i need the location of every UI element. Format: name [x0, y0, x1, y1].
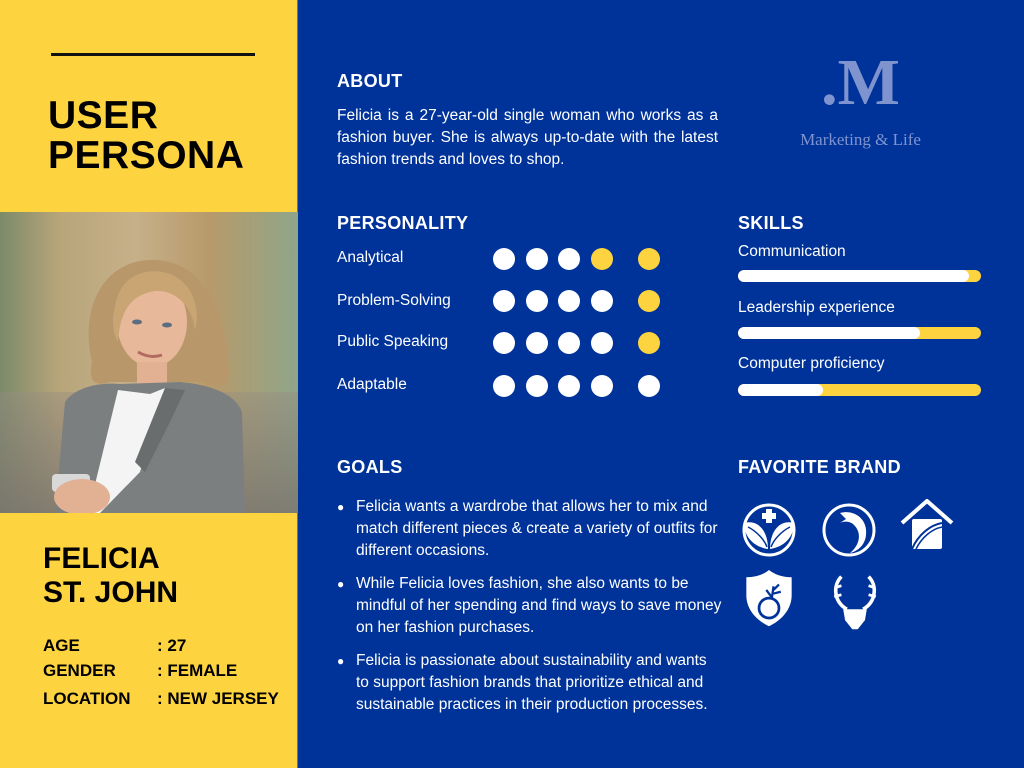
eagle-circle-icon	[820, 501, 878, 559]
persona-facts	[43, 634, 279, 714]
rating-dot	[558, 332, 580, 354]
deer-antler-icon	[826, 573, 884, 631]
rating-dot	[493, 332, 515, 354]
persona-photo	[0, 212, 298, 513]
fact-age: AGE : 27	[43, 636, 187, 655]
trait-label: Public Speaking	[337, 333, 449, 350]
rating-dot	[493, 290, 515, 312]
rating-dot	[558, 290, 580, 312]
goals-heading: GOALS	[337, 457, 403, 477]
skill-bar-fill	[738, 270, 969, 282]
goal-item: ● Felicia is passionate about sustainability and wants to support fashion brands that prioritize ethical and sustainable practices in their production processes.	[337, 650, 722, 716]
trait-label: Problem-Solving	[337, 292, 451, 309]
skill-label: Computer proficiency	[738, 355, 885, 372]
skill-bar	[738, 384, 981, 396]
trait-label: Adaptable	[337, 376, 407, 393]
rating-dot	[526, 248, 548, 270]
rating-dot	[493, 248, 515, 270]
bullet-icon: ●	[337, 654, 345, 668]
fact-gender: GENDER : FEMALE	[43, 661, 238, 680]
rating-dot	[558, 375, 580, 397]
rating-dot	[526, 290, 548, 312]
skill-label: Leadership experience	[738, 299, 895, 316]
goal-item: ● While Felicia loves fashion, she also wants to be mindful of her spending and find ways to save money on her fashion purchases.	[337, 573, 722, 639]
rating-dot	[558, 248, 580, 270]
rating-dot	[591, 375, 613, 397]
rating-dot	[638, 375, 660, 397]
about-text: Felicia is a 27-year-old single woman who works as a fashion buyer. She is always up-to-date with the latest fashion trends and loves to shop.	[337, 107, 718, 168]
skill-bar-fill	[738, 327, 920, 339]
trait-label: Analytical	[337, 249, 404, 266]
leaf-cross-icon	[740, 501, 798, 559]
rating-dot	[526, 375, 548, 397]
rating-dot	[638, 290, 660, 312]
rating-dot	[526, 332, 548, 354]
rating-dot	[493, 375, 515, 397]
skills-heading: SKILLS	[738, 213, 804, 233]
woman-portrait-icon	[0, 212, 298, 513]
bullet-icon: ●	[337, 500, 345, 514]
goals-list	[337, 496, 722, 727]
fact-location: LOCATION : NEW JERSEY	[43, 689, 279, 708]
brand-logo	[788, 46, 933, 150]
personality-heading: PERSONALITY	[337, 213, 469, 233]
goal-item: ● Felicia wants a wardrobe that allows her to mix and match different pieces & create a variety of outfits for different occasions.	[337, 496, 722, 562]
skill-bar-fill	[738, 384, 823, 396]
rating-dot	[591, 290, 613, 312]
skill-bar	[738, 270, 981, 282]
left-panel	[0, 0, 298, 768]
deer-shield-icon	[740, 570, 798, 628]
rating-dot	[638, 248, 660, 270]
page-title: USER PERSONA	[48, 94, 245, 177]
bullet-icon: ●	[337, 577, 345, 591]
about-heading: ABOUT	[337, 71, 403, 91]
rating-dot	[591, 248, 613, 270]
logo-tagline: Marketing & Life	[800, 130, 921, 149]
logo-mark: .M	[821, 46, 900, 119]
house-leaf-icon	[898, 497, 956, 555]
skill-label: Communication	[738, 243, 846, 260]
rating-dot	[638, 332, 660, 354]
skill-bar	[738, 327, 981, 339]
favorite-brand-heading: FAVORITE BRAND	[738, 457, 901, 477]
rating-dot	[591, 332, 613, 354]
persona-name: FELICIA ST. JOHN	[43, 542, 179, 609]
divider-line	[51, 53, 255, 56]
